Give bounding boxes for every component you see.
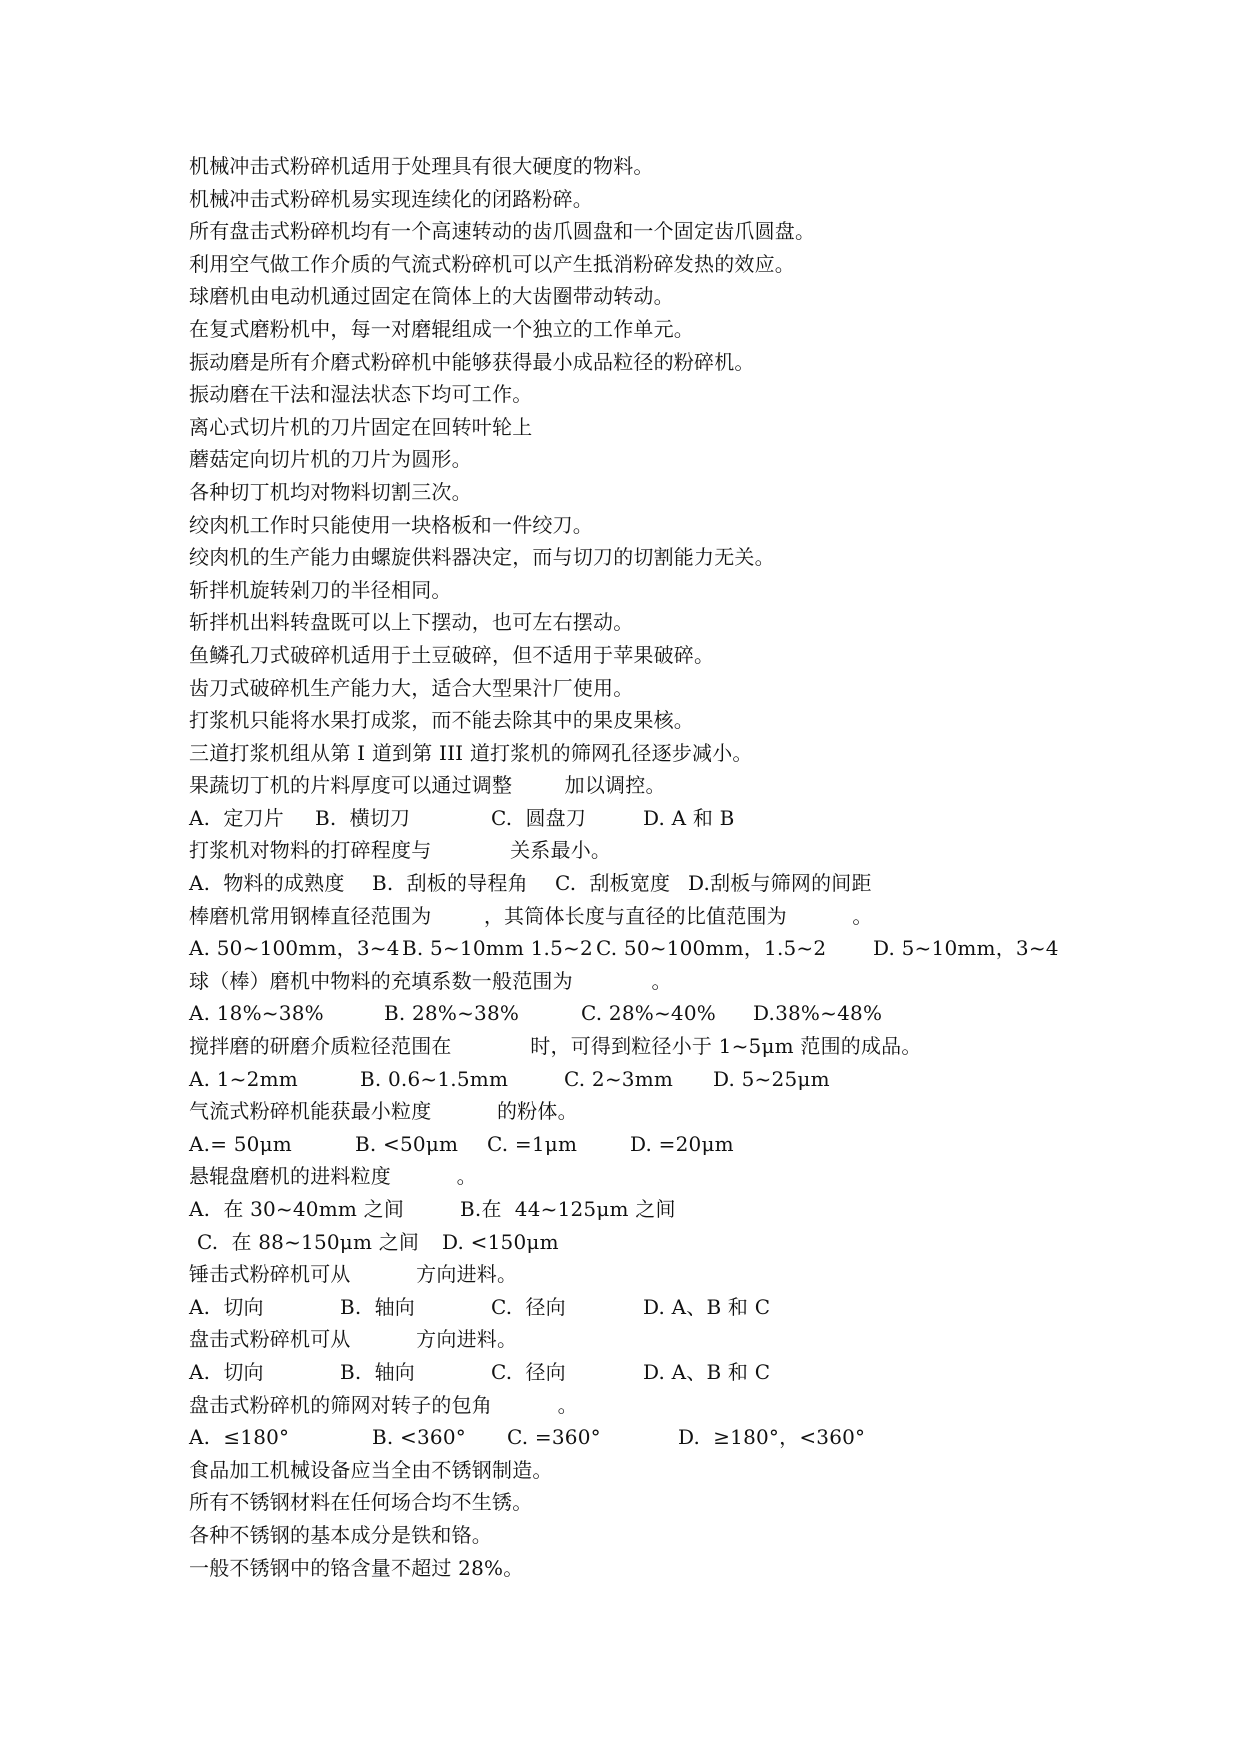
option-b: B. 28%~38% [384,1001,520,1026]
question-options [189,802,1169,835]
option-d: D.刮板与筛网的间距 [688,871,872,896]
option-d: D. A 和 B [643,805,735,830]
statement-line: 绞肉机工作时只能使用一块格板和一件绞刀。 [189,512,593,537]
statement-line: 机械冲击式粉碎机适用于处理具有很大硬度的物料。 [189,154,654,178]
statement-line: 各种切丁机均对物料切割三次。 [189,479,472,504]
option-a: A. 18%~38% [189,1001,324,1026]
question-options [189,867,1169,900]
option-c: C. 2~3mm [564,1066,674,1091]
option-d: D. =20μm [630,1131,734,1156]
question-options [189,1128,1169,1161]
option-d: D. 5~10mm，3~4 [873,936,1059,961]
statement-line: 鱼鳞孔刀式破碎机适用于土豆破碎，但不适用于苹果破碎。 [189,642,715,667]
option-b: B.在 44~125μm 之间 [460,1197,676,1221]
option-c: C. 50~100mm，1.5~2 [596,936,827,961]
option-a: A. 切向 [189,1359,264,1384]
option-c: C. 圆盘刀 [491,805,587,830]
statement-line: 利用空气做工作介质的气流式粉碎机可以产生抵消粉碎发热的效应。 [189,251,795,276]
question-options [189,1291,1169,1324]
statement-line: 斩拌机旋转剁刀的半径相同。 [189,577,452,602]
question-stem: 球（棒）磨机中物料的充填系数一般范围为 。 [189,968,672,993]
option-a: A. 物料的成熟度 [189,871,345,896]
option-b: B. <50μm [355,1131,459,1156]
option-b: B. 横切刀 [315,805,411,830]
statement-line: 所有盘击式粉碎机均有一个高速转动的齿爪圆盘和一个固定齿爪圆盘。 [189,219,816,244]
option-c: C. 刮板宽度 [555,871,671,896]
option-b: B. 轴向 [340,1294,415,1319]
statement-line: 蘑菇定向切片机的刀片为圆形。 [189,447,472,472]
statement-line: 打浆机只能将水果打成浆，而不能去除其中的果皮果核。 [189,708,694,733]
statement-line: 振动磨在干法和湿法状态下均可工作。 [189,382,533,407]
question-stem: 锤击式粉碎机可从 方向进料。 [189,1262,518,1287]
option-a: A. 切向 [189,1294,264,1319]
statement-line: 球磨机由电动机通过固定在筒体上的大齿圈带动转动。 [189,284,674,309]
statement-line: 振动磨是所有介磨式粉碎机中能够获得最小成品粒径的粉碎机。 [189,349,755,374]
statement-line: 三道打浆机组从第 I 道到第 III 道打浆机的筛网孔径逐步减小。 [189,740,753,765]
option-a: A. 定刀片 [189,805,284,830]
option-c: C. 28%~40% [581,1001,716,1026]
statement-line: 离心式切片机的刀片固定在回转叶轮上 [189,414,533,439]
option-d: D. 5~25μm [713,1066,830,1091]
option-b: B. 刮板的导程角 [372,871,528,896]
statement-line: 齿刀式破碎机生产能力大，适合大型果汁厂使用。 [189,675,634,700]
option-a: A. 1~2mm [189,1066,298,1091]
option-b: B. 0.6~1.5mm [360,1066,509,1091]
question-options [189,1356,1169,1389]
statement-line: 机械冲击式粉碎机易实现连续化的闭路粉碎。 [189,186,593,211]
question-options [189,1226,1169,1259]
statement-line: 一般不锈钢中的铬含量不超过 28%。 [189,1555,524,1580]
statement-line: 在复式磨粉机中，每一对磨辊组成一个独立的工作单元。 [189,316,694,341]
option-a: A.= 50μm [189,1131,292,1156]
option-c: C. 径向 [491,1359,566,1384]
question-stem: 打浆机对物料的打碎程度与 关系最小。 [189,838,612,863]
option-c: C. 在 88~150μm 之间 [197,1229,420,1254]
option-d: D. <150μm [442,1229,559,1254]
statement-line: 食品加工机械设备应当全由不锈钢制造。 [189,1457,553,1482]
statement-line: 各种不锈钢的基本成分是铁和铬。 [189,1522,492,1547]
statement-line: 绞肉机的生产能力由螺旋供料器决定，而与切刀的切割能力无关。 [189,545,775,570]
statement-line: 所有不锈钢材料在任何场合均不生锈。 [189,1490,533,1515]
option-c: C. 径向 [491,1294,566,1319]
question-stem: 棒磨机常用钢棒直径范围为 ，其筒体长度与直径的比值范围为 。 [189,903,873,928]
option-b: B. <360° [372,1425,466,1450]
question-options [189,1063,1169,1096]
option-d: D. A、B 和 C [643,1294,771,1319]
option-b: B. 轴向 [340,1359,415,1384]
option-c: C. =360° [507,1425,601,1450]
option-a: A. 50~100mm，3~4 [189,936,400,961]
question-options [189,1193,1169,1226]
document-content [189,150,1169,1584]
option-d: D. A、B 和 C [643,1359,771,1384]
option-d: D.38%~48% [753,1001,883,1026]
question-options [189,1421,1169,1454]
question-options [189,932,1169,965]
question-stem: 果蔬切丁机的片料厚度可以通过调整 加以调控。 [189,773,666,798]
statement-line: 斩拌机出料转盘既可以上下摆动，也可左右摆动。 [189,610,634,635]
question-stem: 悬辊盘磨机的进料粒度 。 [189,1164,477,1189]
option-a: A. ≤180° [189,1425,290,1450]
question-stem: 搅拌磨的研磨介质粒径范围在 时，可得到粒径小于 1~5μm 范围的成品。 [189,1034,922,1059]
question-options [189,997,1169,1030]
option-d: D. ≥180°，<360° [678,1425,866,1450]
question-stem: 盘击式粉碎机的筛网对转子的包角 。 [189,1392,578,1417]
question-stem: 气流式粉碎机能获最小粒度 的粉体。 [189,1099,578,1124]
option-b: B. 5~10mm 1.5~2 [402,936,593,961]
question-stem: 盘击式粉碎机可从 方向进料。 [189,1327,518,1352]
option-a: A. 在 30~40mm 之间 [189,1197,405,1221]
option-c: C. =1μm [487,1131,578,1156]
